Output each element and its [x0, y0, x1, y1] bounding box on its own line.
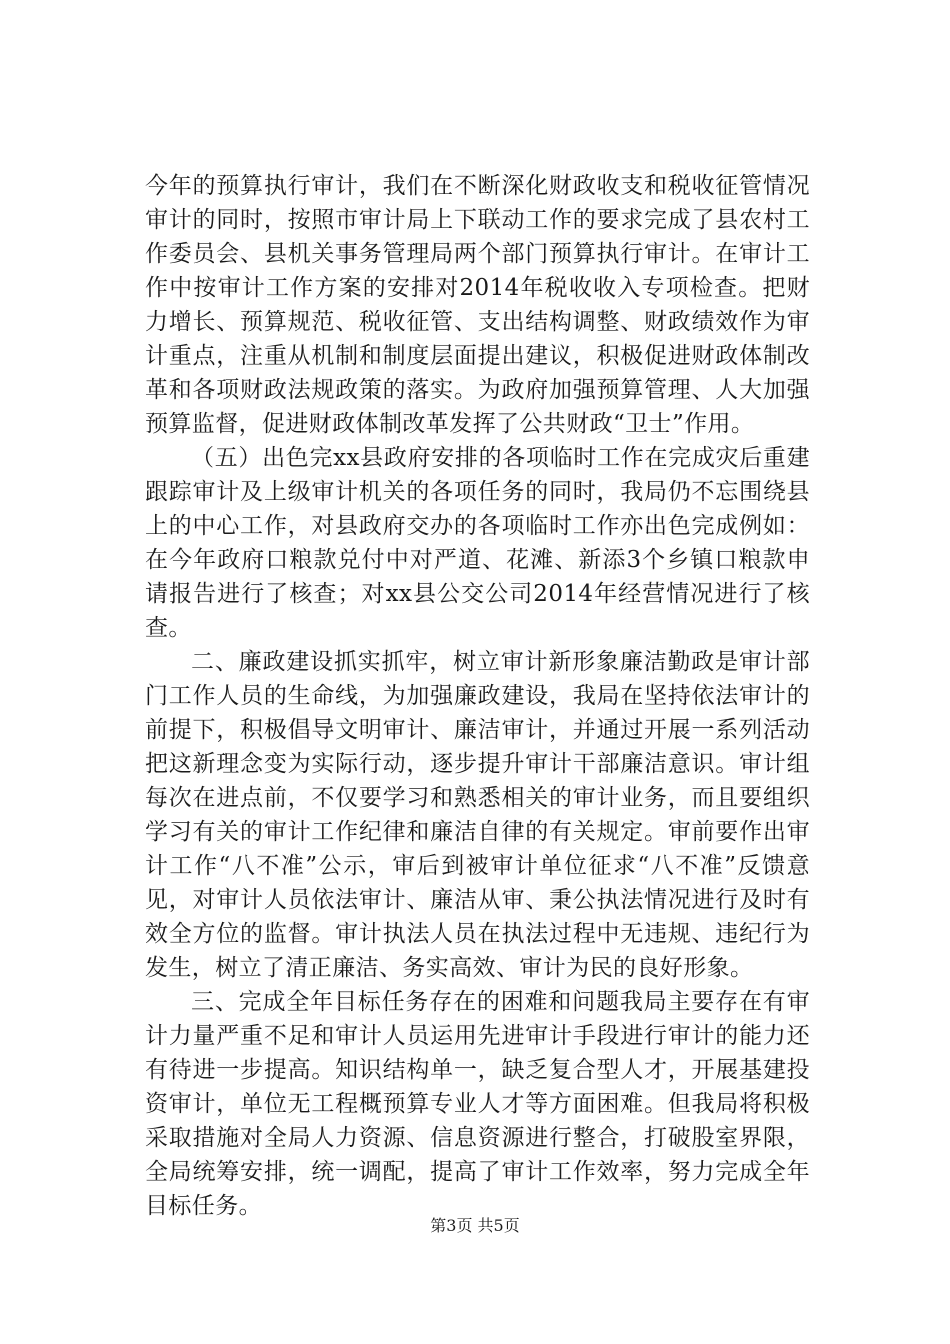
paragraph-integrity-building: 二、廉政建设抓实抓牢，树立审计新形象廉洁勤政是审计部门工作人员的生命线，为加强廉政建设，我局在坚持依法审计的前提下，积极倡导文明审计、廉洁审计，并通过开展一系列活动把这新理念变为实际行动，逐步提升审计干部廉洁意识。审计组每次在进点前，不仅要学习和熟悉相关的审计业务，而且要组织学习有关的审计工作纪律和廉洁自律的有关规定。审前要作出审计工作“八不准”公示，审后到被审计单位征求“八不准”反馈意见，对审计人员依法审计、廉洁从审、秉公执法情况进行及时有效全方位的监督。审计执法人员在执法过程中无违规、违纪行为发生，树立了清正廉洁、务实高效、审计为民的良好形象。 [145, 649, 810, 981]
paragraph-difficulties: 三、完成全年目标任务存在的困难和问题我局主要存在有审计力量严重不足和审计人员运用先进审计手段进行审计的能力还有待进一步提高。知识结构单一，缺乏复合型人才，开展基建投资审计，单位无工程概预算专业人才等方面困难。但我局将积极采取措施对全局人力资源、信息资源进行整合，打破股室界限，全局统筹安排，统一调配，提高了审计工作效率，努力完成全年目标任务。 [145, 989, 810, 1219]
page-number: 第3页 共5页 [430, 1216, 520, 1235]
paragraph-budget-audit: 今年的预算执行审计，我们在不断深化财政收支和税收征管情况审计的同时，按照市审计局上下联动工作的要求完成了县农村工作委员会、县机关事务管理局两个部门预算执行审计。在审计工作中按审计工作方案的安排对2014年税收收入专项检查。把财力增长、预算规范、税收征管、支出结构调整、财政绩效作为审计重点，注重从机制和制度层面提出建议，积极促进财政体制改革和各项财政法规政策的落实。为政府加强预算管理、人大加强预算监督，促进财政体制改革发挥了公共财政“卫士”作用。 [145, 173, 810, 437]
paragraph-temporary-tasks: （五）出色完xx县政府安排的各项临时工作在完成灾后重建跟踪审计及上级审计机关的各项任务的同时，我局仍不忘围绕县上的中心工作，对县政府交办的各项临时工作亦出色完成例如：在今年政府口粮款兑付中对严道、花滩、新添3个乡镇口粮款申请报告进行了核查；对xx县公交公司2014年经营情况进行了核查。 [145, 445, 810, 641]
document-body [145, 169, 810, 1223]
